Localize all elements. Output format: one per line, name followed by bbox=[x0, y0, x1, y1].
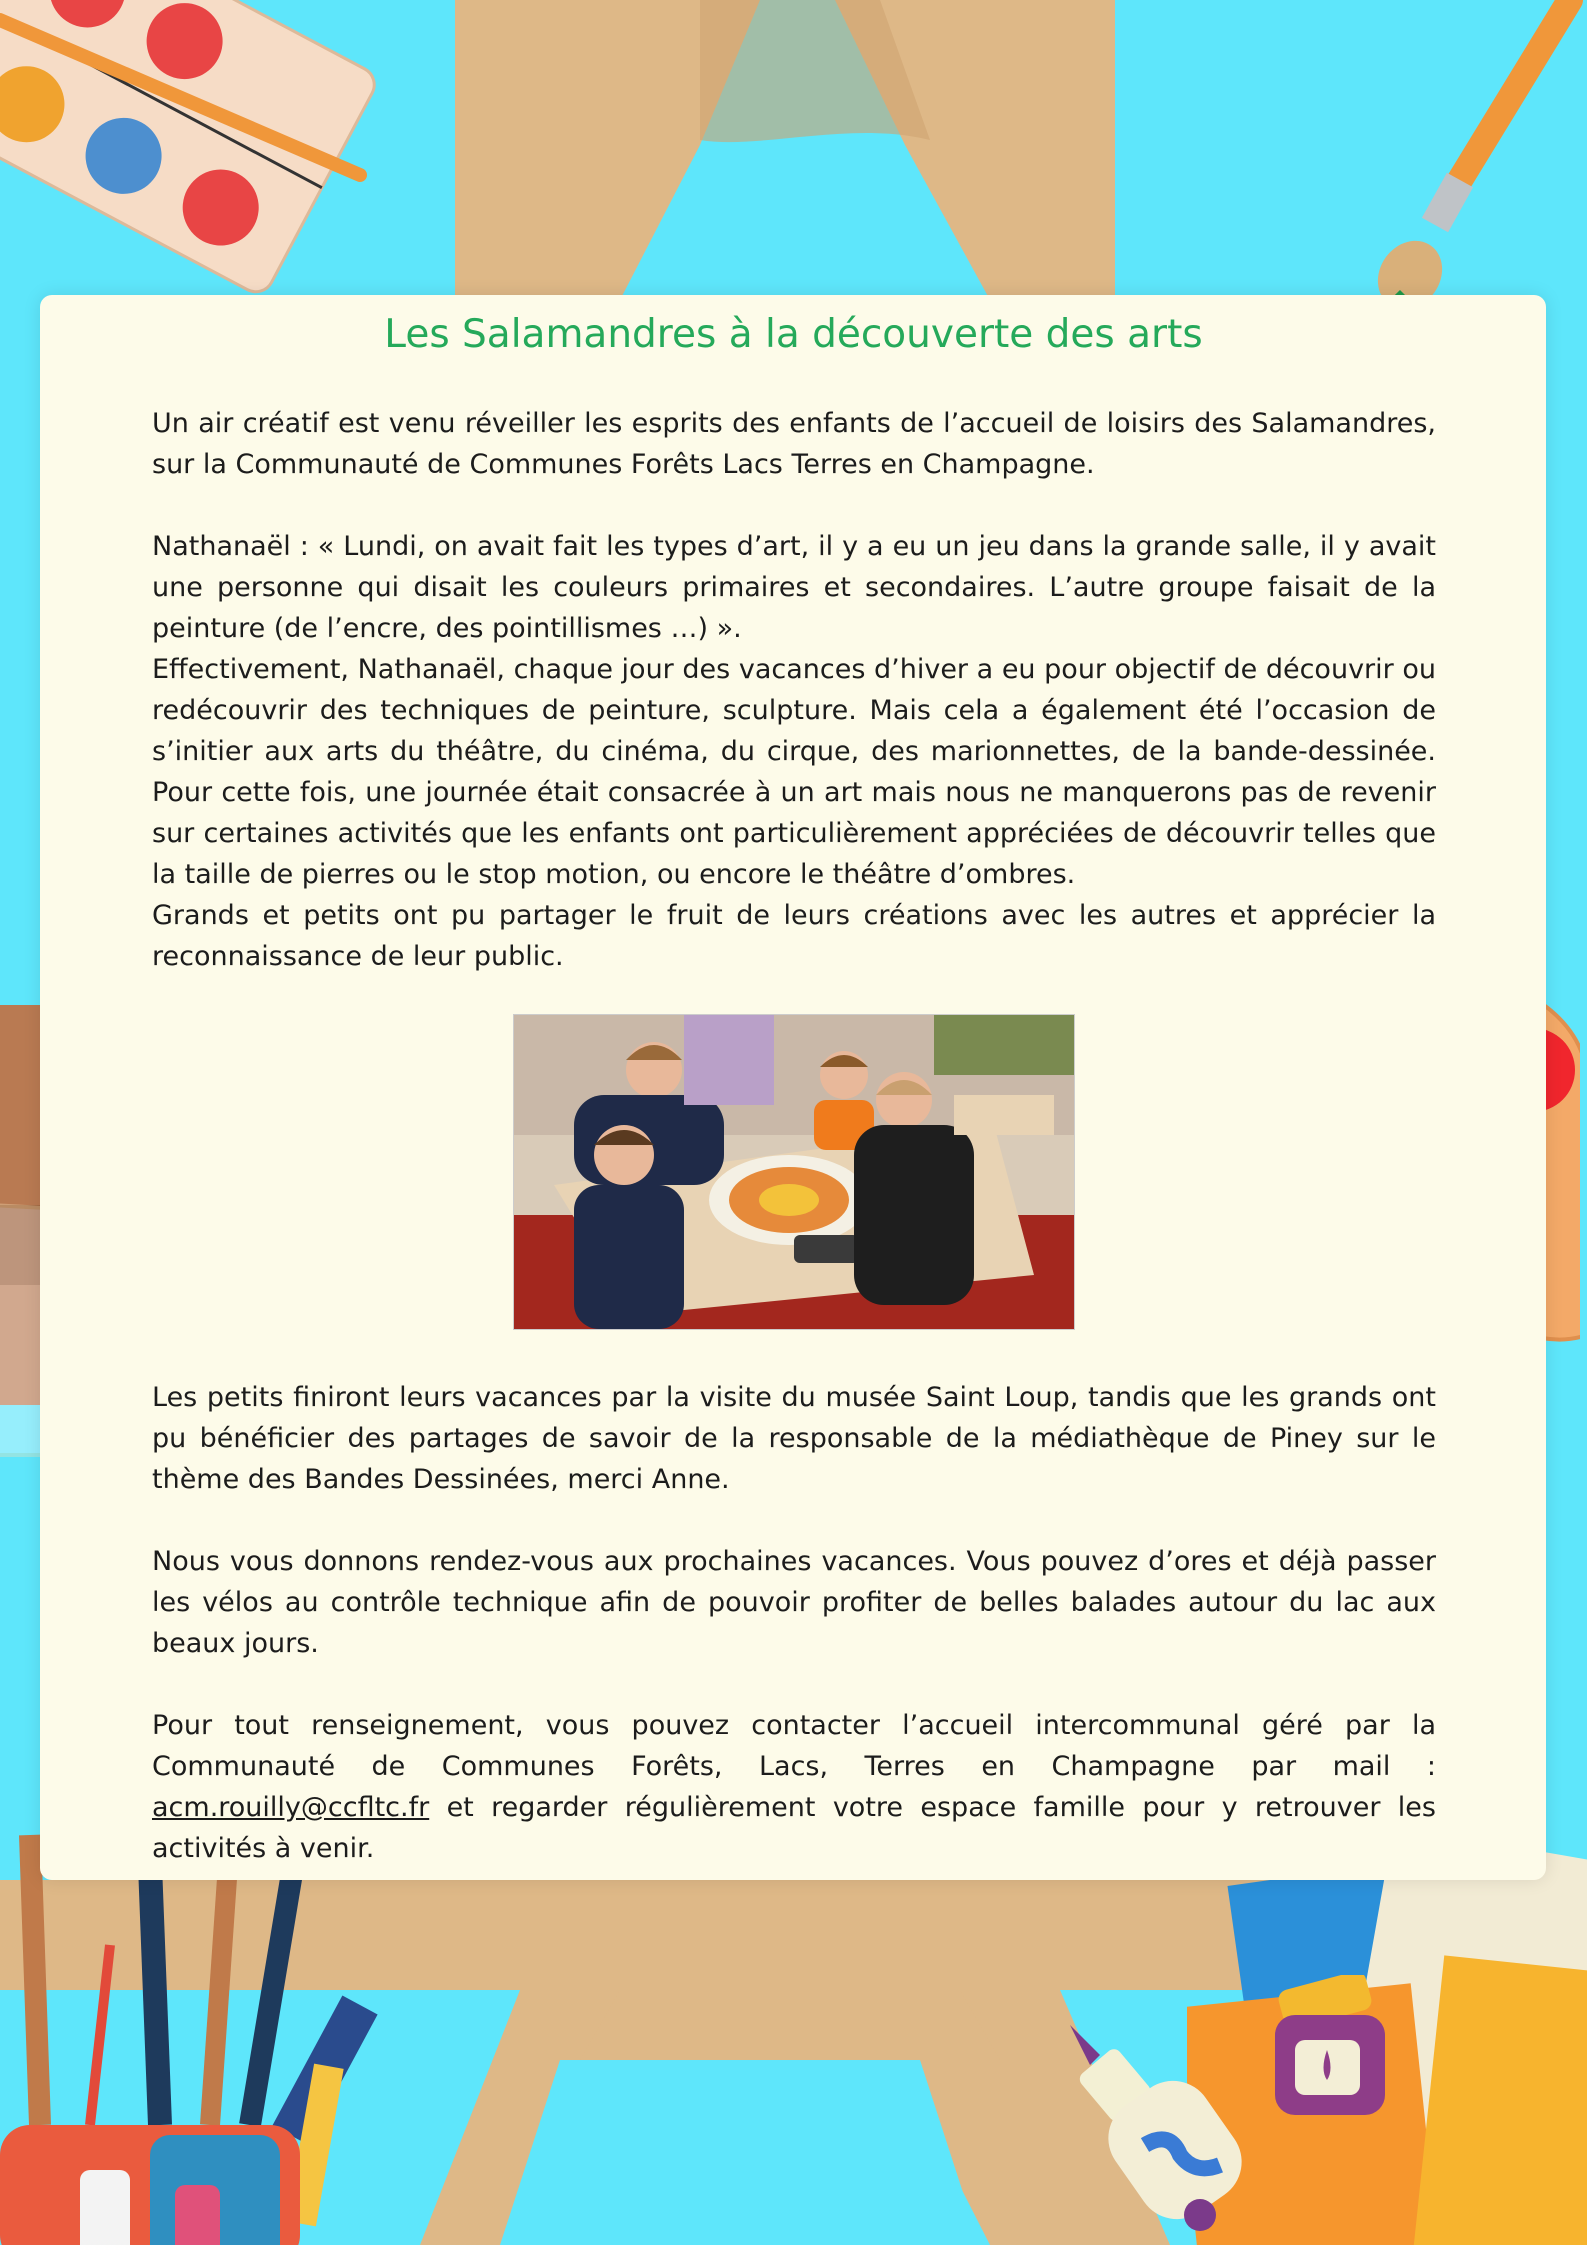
glue-bottle-icon bbox=[1060, 2025, 1260, 2245]
brush-cup-icon bbox=[0, 1825, 420, 2245]
children-painting-photo bbox=[513, 1014, 1075, 1330]
ink-bottle-icon bbox=[1265, 1975, 1405, 2125]
paragraph-creations: Grands et petits ont pu partager le fruit de leurs créations avec les autres et apprécier la reconnaissance de leur public. bbox=[152, 900, 1436, 972]
paragraph-activities: Effectivement, Nathanaël, chaque jour des vacances d’hiver a eu pour objectif de découvrir ou redécouvrir des techniques de peinture, sculpture. Mais cela a également été l’occasion de s’initier aux arts du théâtre, du cinéma, du cirque, des marionnettes, de la bande-dessinée. Pour cette fois, une journée était consacrée à un art mais nous ne manquerons pas de revenir sur certaines activités que les enfants ont particulièrement appréciées de découvrir telles que la taille de pierres ou le stop motion, ou encore le théâtre d’ombres. bbox=[152, 654, 1436, 890]
paintbrush-icon bbox=[1330, 0, 1587, 340]
email-link[interactable]: acm.rouilly@ccfltc.fr bbox=[152, 1792, 430, 1823]
contact-text-before: Pour tout renseignement, vous pouvez contacter l’accueil intercommunal géré par la Communauté de Communes Forêts, Lacs, Terres en Champagne par mail : bbox=[152, 1710, 1436, 1782]
paragraph-intro: Un air créatif est venu réveiller les esprits des enfants de l’accueil de loisirs des Salamandres, sur la Communauté de Communes Forêts Lacs Terres en Champagne. bbox=[152, 408, 1436, 480]
page-title: Les Salamandres à la découverte des arts bbox=[384, 312, 1203, 357]
paragraph-contact bbox=[152, 1705, 1436, 1869]
paragraph-next-holidays: Nous vous donnons rendez-vous aux prochaines vacances. Vous pouvez d’ores et déjà passer les vélos au contrôle technique afin de pouvoir profiter de belles balades autour du lac aux beaux jours. bbox=[152, 1546, 1436, 1659]
paragraph-end-of-holidays: Les petits finiront leurs vacances par la visite du musée Saint Loup, tandis que les grands ont pu bénéficier des partages de savoir de la responsable de la médiathèque de Piney sur le thème des Bandes Dessinées, merci Anne. bbox=[152, 1382, 1436, 1495]
contact-text-after: et regarder régulièrement votre espace famille pour y retrouver les activités à venir. bbox=[152, 1792, 1436, 1864]
paragraph-quote: Nathanaël : « Lundi, on avait fait les types d’art, il y a eu un jeu dans la grande salle, il y avait une personne qui disait les couleurs primaires et secondaires. L’autre groupe faisait de la peinture (de l’encre, des pointillismes …) ». bbox=[152, 531, 1436, 644]
watercolor-palette-icon bbox=[0, 0, 380, 340]
